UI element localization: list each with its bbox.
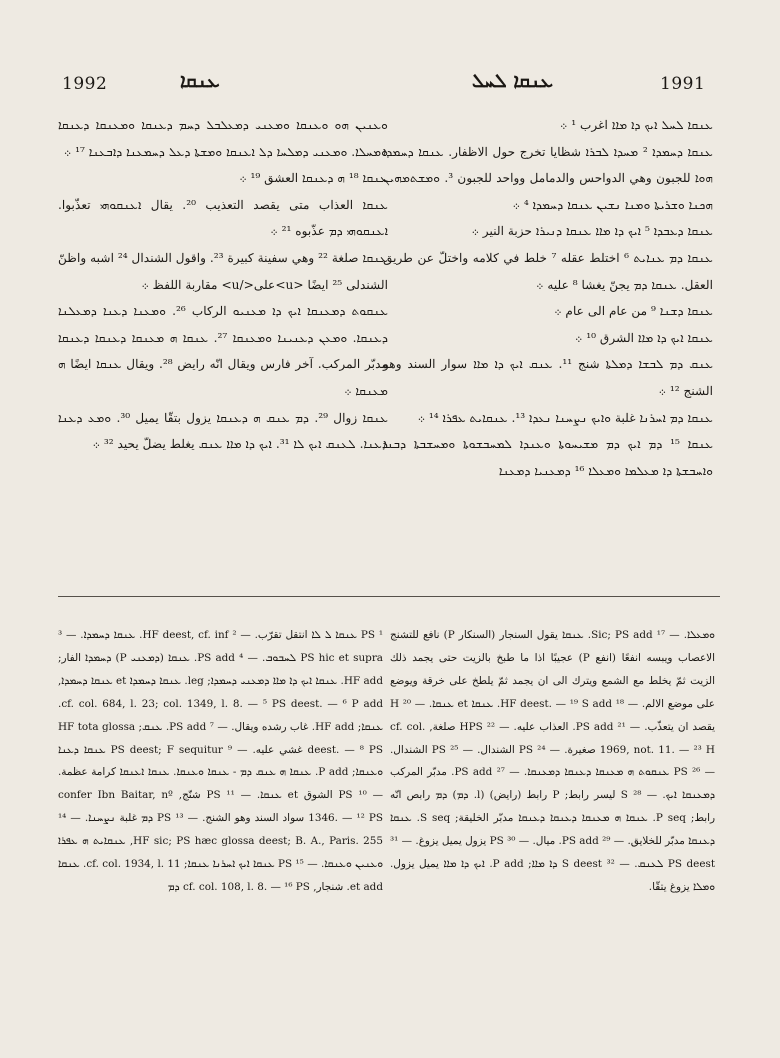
dictionary-entry: ܥܢܩ ܕܡ ܠܒܫܐ ܕܡܠܬܐ شنج ¹¹. ܥܢܩ ܐܝܟ ܕܐ ܡܐܐ سوار السند وهو الشنج ¹² ܀ [383,357,714,398]
footnotes-text: ܘܡܥܠܐ. — ¹⁷ Sic; PS add. ܥܢܩܐ يقول السنجار (السنكار P) نافع للتشنج الاعصاب ويبسه انفعًا (انفع P) عجيبًا اذا ما طبخ بالزيت حتى يجمد ذلك الزيت ثمّ يخلط مع الشمع ويترك الى ان يجمد ثمّ يلطخ على خرقة ويوضع على موضع الالم. — ¹⁸ HF deest. — ¹⁹ S add. ܥܢܩܐ et ܥܢܩܐ. — ²⁰ H يقصد ان يتعذّب. — ²¹ PS add. العذاب عليه. — ²² HPS صلغة, cf. col. 1969, not. 11. — ²³ H صغيرة. — ²⁴ PS الشندال. — ²⁵ PS الشندال. — ²⁶ PS ܥܢܩܘܬ ܗ ܡܥܢܩܐ ܕܥܢܩܐ ܕܡܥܢܩܐ. — ²⁷ PS add. مدبّر المركب ܕܡܥܢܩܐ ܐܝܟ. — ²⁸ S ليسر رابط; P رابط (رايض) (l. ܕܡ) ܕܡ رابص انّه رابط; P seq. ܥܢܩܐ ܗ ܡܥܢܩܐ ܕܥܢܩܐ ܕܥܢܩܐ مدبّر الخليقة; S seq. ܥܢܩܐ ܕܥܢܩܐ مدبّر للخلايق. — ²⁹ PS add. ميال. — ³⁰ PS يزول يميل يزوغ. — ³¹ PS deest ܠܥܢܩ. — ³² S deest ܕܐ ܡܐܐ; P add. ܐܝܟ ܕܐ ܡܐܐ يميل يزول. ܘܡܠܐ يزوغ يتقّا. [390,629,716,893]
entry-column-left [58,112,388,458]
dictionary-entry: ܥܢܩܘܬ ܕܡܥܢܩܐ ܐܝܟ ܕܐ ܡܥܢܝܘ الركاب ²⁶. ܘܡܥܢܐ ܕܥܢܐ ܕܡܥܠܢܐ ܕܥܢܩܐ. ܘܡܥܢ ܕܥܢܝܢܐ ܘܡܥܢܩܐ ²⁷. ܥܢܩܐ ܗ ܡܥܢܩܐ ܕܥܢܩܐ ܕܥܢܩܐ مدبّر المركب. آخر فارس ويقال انّه رايض ²⁸. ويقال ܥܢܩܐ ايضًا ܗ ܡܥܢܩܐ ܀ [58,304,388,398]
dictionary-entry: ܥܢܩܐ زوال ²⁹. ܕܡ ܥܢܩ ܗ ܕܥܢܩܐ يزول بتقّا يميل ³⁰. ܘܡܥ ܕܥܢܐ ܕܥܢܐ. ܠܥܢܩ ܐܝܟ ܠܐ ³¹. ܐܝܟ ܕܐ ܡܐܐ ܥܢܩ يغلط يضلّ يحيد ³² ܀ [58,410,388,452]
footnotes-column-left [58,624,383,899]
dictionary-entry: ܥܢܩܐ ܕܡ ܥܢܐܝܬ ⁶ اختلط عقله ⁷ خلط في كلامه واختلّ عن طريق العقل. ܥܢܩܐ ܕܡ يجنّ يغشا ⁸ عليه ܀ [383,250,713,292]
dictionary-entry: ܥܢܩܐ ܕܚܡܕܐ ² ܡܚܕܐ ܠܒܪܐ شظايا تخرج حول الاظفار. ܥܢܩܐ ܕܚܡܕܐ ܗܘܐ للجبون وهي الدواحس والدمامل وواحد للجبون ³. ܘܡܫܬܡܗܝܢ ܗܟܢܐ ܘܫܪܝܬܐ ܘܡܢܐ ܢܫܝܢ ܥܢܩܐ ܕܚܡܕܐ ⁴ ܀ [383,144,714,212]
dictionary-entry: ܥܢܩܐ صلغة ²² وهي سفينة كبيرة ²³. واقول الشندال ²⁴ اشبه واظنّ الشندلى ²⁵ ايضًا <u>على</u> مقاربة اللفظ ܀ [58,250,388,292]
dictionary-entry: ܥܢܩܐ ¹⁵ ܕܡ ܐܝܟ ܕܡ ܡܫܝܚܘܬܐ ܘܥܢܕܐ ܠܡܚܒܫܘܬܐ ܘܡܚܫܒܬܐ ܕܒܢܐ ܘܐܚܒܫܬܐ ܕܐ ܡܥܠܡܐ ܘܡܥܠܐ ¹⁶ ܕܡܥܢܝܐ ܕܡܥܢܐ [383,437,714,478]
running-head-left: ܥܢܩܐ [180,70,220,92]
dictionary-entry: ܥܢܩܐ ܕܡ ܐܚܪܢܐ غلبة ܘܐܝܟ ܢܨܚܢܐ ܢܥܕܐ ¹³. ܥܢܩܐܝܬ ܥܦܪܐ ¹⁴ ܀ [417,410,713,425]
page-number-right: 1991 [660,74,706,94]
entry-column-right [383,112,713,484]
dictionary-entry: ܘܥܢܝܢ ܗܘ ܘܥܢܩܐ ܘܡܥܢܝ ܕܡܥܠܒܠ ܕܚܡ ܕܥܢܩܐ ܘܡܥܢܩܐ ܕܥܢܩܐ ܘܡܚܠܐ. ܘܡܥܢܝ ܕܡܠܚܐ ܕܠ ܐܥܢܩܐ ܘܡܫܬܐ ܕܥܠ ܕܚܡܥܢܐ ܕܐܒܥܢܐ ¹⁷ ܀ [58,118,388,159]
dictionary-entry: ܥܢܩܐ ܠܚܠ ܐܝܟ ܕܐ ܡܐܐ اغرب ¹ ܀ [560,118,713,132]
page-number-left: 1992 [62,74,108,94]
dictionary-entry: ܥܢܩܐ ¹⁸ ܗ ܕܥܢܩܐ العشق ¹⁹ ܀ [239,171,388,186]
dictionary-entry: ܥܢܩܐ ܕܥܒܕܐ ⁵ ܐܝܟ ܕܐ ܡܐܐ ܥܢܩܐ ܕܢܝܪܐ حزبة النير ܀ [471,224,713,239]
footnote-divider [58,596,720,597]
dictionary-entry: ܥܢܩܐ العذاب متى يقصد التعذيب ²⁰. يقال ܐܥܢܩܘܗܝ تعذّبوا. ܐܥܢܩܘܗܝ ܕܡ عذّبوه ²¹ ܀ [58,197,388,239]
footnotes-column-right [390,624,715,899]
dictionary-entry: ܥܢܩܐ ܕܫܢܐ ⁹ من عام الى عام ܀ [554,304,713,319]
dictionary-entry: ܥܢܩܐ ܐܝܟ ܕܐ ܡܐܐ الشرق ¹⁰ ܀ [575,330,713,345]
running-head-right: ܥܢܩܐ ܠܚܠ [472,70,553,92]
footnotes-text: ¹ PS ܥܢܩܐ ܠ ܠܐ انتقل تقرّب. — ² HF deest, cf. inf. ܥܢܩܐ ܕܚܡܕܐ. — ³ PS hic et supra ܠܚܒܘܒ. — ⁴ PS add. ܥܢܩܐ (ܕܡܥܢܝ P) ܕܚܡܕܐ الفار; HF add. ܥܢܩܐ ܐܝܟ ܕܐ ܡܐܐ ܕܡܥܢܝ ܕܚܡܕܐ; leg. ܥܢܩܐ ܕܚܡܕܐ et ܥܢܩܐ ܕܚܡܕܐ, cf. col. 684, l. 23; col. 1349, l. 8. — ⁵ PS deest. — ⁶ P add. ܥܢܩܐ; HF add. غاب رشده ويقال. — ⁷ PS add. ܥܢܩ; HF tota glossa deest. — ⁸ PS غشي عليه. — ⁹ PS deest; F sequitur ܥܢܩܐ ܕܥܢܐ ܘܥܢܩܐ; P add. ܥܢܩܐ ܗ ܥܢܩ ܕܡ - ܥܢܩܐ ܘܥܢܩܐ. ܥܢܩܐ ܐܥܢܩܐ كرامة عظمة. — ¹⁰ PS الشوق et ܥܢܩܐ. — ¹¹ PS شنّج, confer Ibn Baitar, nº 1346. — ¹² PS سواد السند وهو الشنج. — ¹³ PS ܕܡ غلبة ܢܨܚܢܐ. — ¹⁴ HF sic; PS hæc glossa deest; B. A., Paris. 255, ܥܢܩܐܝܬ ܗ ܥܦܪܐ ܘܥܢܝܢ ܘܥܢܩܐ. — ¹⁵ PS ܥܢܩܐ ܐܝܟ ܐܚܪܢܐ ܥܢܩܐ; cf. col. 1934, l. 11. ܥܢܩܐ et add. شنجار, cf. col. 108, l. 8. — ¹⁶ PS ܕܡ [58,629,384,893]
